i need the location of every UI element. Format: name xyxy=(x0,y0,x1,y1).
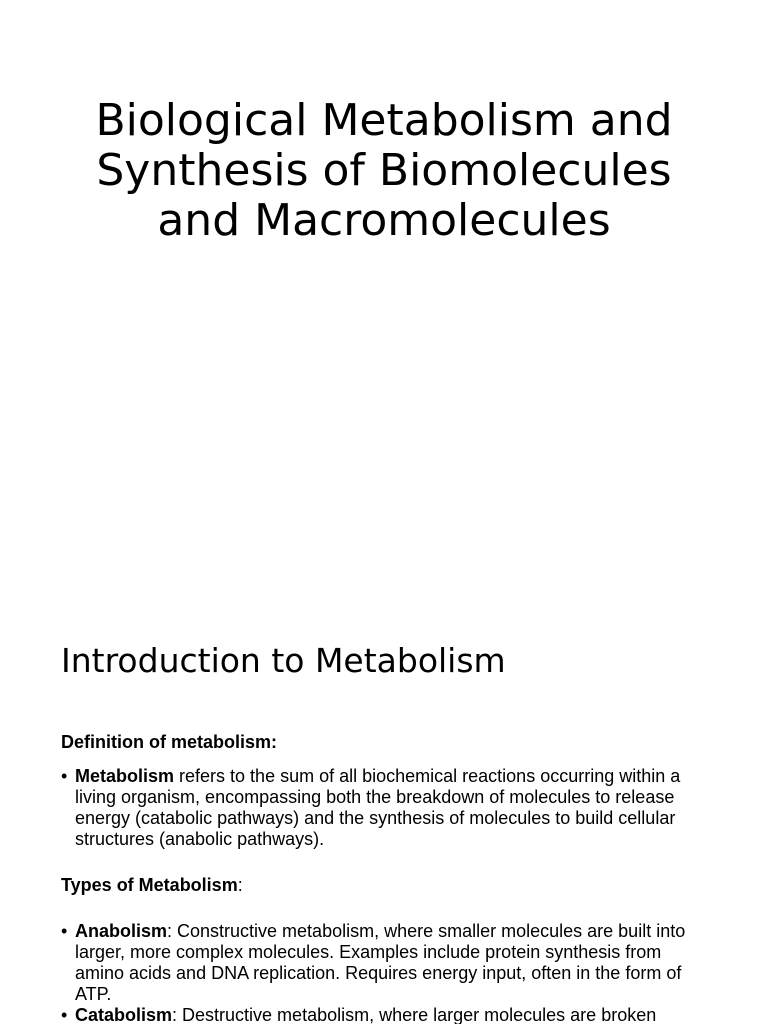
list-item xyxy=(61,766,711,850)
types-heading xyxy=(61,875,243,896)
list-item xyxy=(61,1005,711,1024)
list-item xyxy=(61,921,711,1005)
list-item-text: : Destructive metabolism, where larger molecules are broken xyxy=(172,1005,657,1024)
list-item-text: refers to the sum of all biochemical reactions occurring within a living organism, encompassing both the breakdown of molecules to release energy (catabolic pathways) and the synthesis of molecules to build cellular structures (anabolic pathways). xyxy=(75,766,681,849)
list-item-text: : Constructive metabolism, where smaller molecules are built into larger, more complex molecules. Examples include protein synthesis from amino acids and DNA replication. Requires energy input, often in the form of ATP. xyxy=(75,921,686,1004)
definition-heading xyxy=(61,732,277,753)
slide-title: Biological Metabolism and Synthesis of Biomolecules and Macromolecules xyxy=(95,95,673,246)
definition-heading-text: Definition of metabolism: xyxy=(61,732,277,752)
list-item-term: Catabolism xyxy=(75,1005,173,1024)
bullet-icon: • xyxy=(61,766,68,786)
list-item-term: Metabolism xyxy=(75,766,175,786)
list-item-term: Anabolism xyxy=(75,921,168,941)
section-heading: Introduction to Metabolism xyxy=(61,641,506,680)
bullet-icon: • xyxy=(61,921,68,941)
types-heading-suffix: : xyxy=(237,875,243,895)
definition-list xyxy=(61,766,711,850)
bullet-icon: • xyxy=(61,1005,68,1024)
types-heading-text: Types of Metabolism xyxy=(61,875,238,895)
types-list xyxy=(61,921,711,1024)
